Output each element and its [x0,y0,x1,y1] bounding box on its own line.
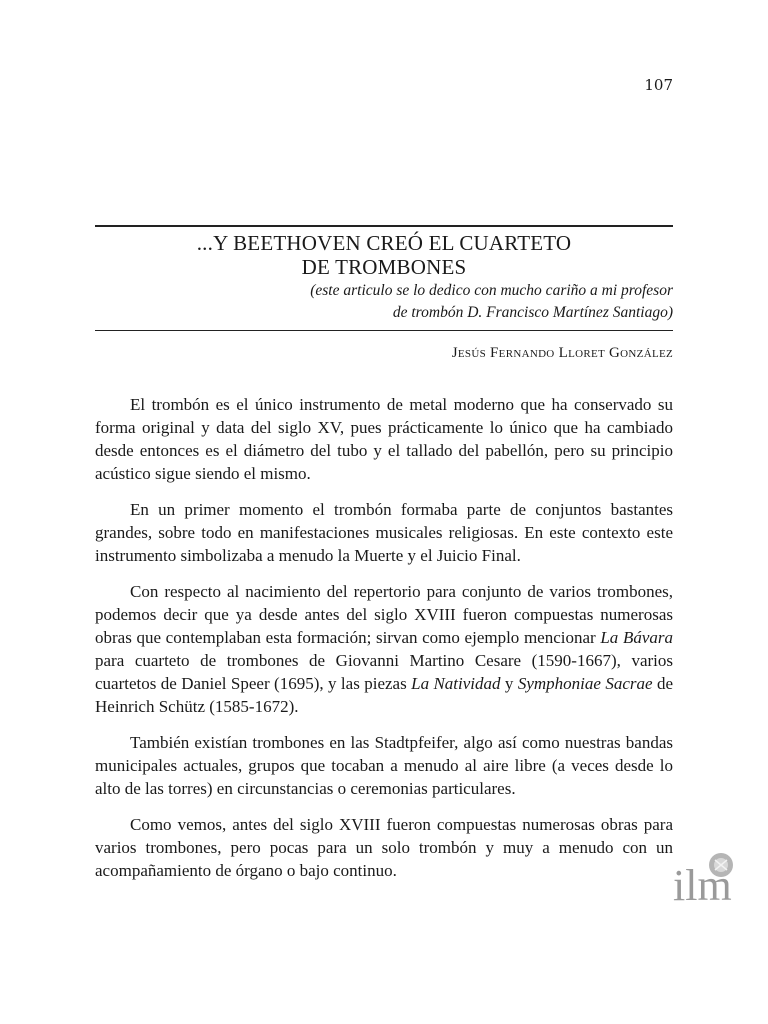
paragraph-1: El trombón es el único instrumento de metal moderno que ha conservado su forma original y data del siglo XV, pues prácticamente lo único que ha cambiado desde entonces es el diámetro del tubo y el tallado del pabellón, pero su principio acústico sigue siendo el mismo. [95,395,673,483]
article-body [95,393,673,895]
paragraph-2: En un primer momento el trombón formaba parte de conjuntos bastantes grandes, sobre todo en manifestaciones musicales religiosas. En este contexto este instrumento simbolizaba a menudo la Muerte y el Juicio Final. [95,500,673,565]
dedication-line-1: (este articulo se lo dedico con mucho cariño a mi profesor [310,282,673,299]
title-top-rule [95,225,673,227]
title-bottom-rule [95,330,673,331]
paragraph-3-text-c: para cuarteto de trombones de Giovanni Martino Cesare (1590-1667), varios cuartetos de Daniel Speer (1695), y las piezas [95,651,673,693]
page-number: 107 [644,76,673,94]
work-title-symphoniae-sacrae: Symphoniae Sacrae [517,674,653,693]
paragraph-5: Como vemos, antes del siglo XVIII fueron compuestas numerosas obras para varios trombones, pero pocas para un solo trombón y muy a menudo con un acompañamiento de órgano o bajo continuo. [95,815,673,880]
author-name: Jesús Fernando Lloret González [451,345,673,361]
paragraph-3-text-a: Con respecto al nacimiento del repertorio para conjunto de varios trombones, podemos decir que ya desde antes del siglo XVIII fueron compuestas numerosas obras que contemplaban esta formación; sirvan como ejemplo mencionar [95,582,673,647]
paragraph-3-text-g: de Heinrich Schütz (1585-1672). [95,674,673,716]
ilm-logo-icon [671,848,737,918]
dedication-line-2: de trombón D. Francisco Martínez Santiago) [392,304,673,321]
paragraph-3 [95,580,673,718]
title-line-1: ...Y BEETHOVEN CREÓ EL CUARTETO [196,231,572,255]
work-title-la-natividad: La Natividad [411,674,501,693]
logo-text: ilm [673,861,732,910]
work-title-la-bavara: La Bávara [600,628,673,647]
dedication [193,280,673,324]
paragraph-3-text-e: y [500,674,518,693]
paragraph-4: También existían trombones en las Stadtpfeifer, algo así como nuestras bandas municipales actuales, grupos que tocaban a menudo al aire libre (a veces desde lo alto de las torres) en circunstancias o ceremonias particulares. [95,733,673,798]
article-title [95,231,673,279]
title-line-2: DE TROMBONES [301,255,467,279]
